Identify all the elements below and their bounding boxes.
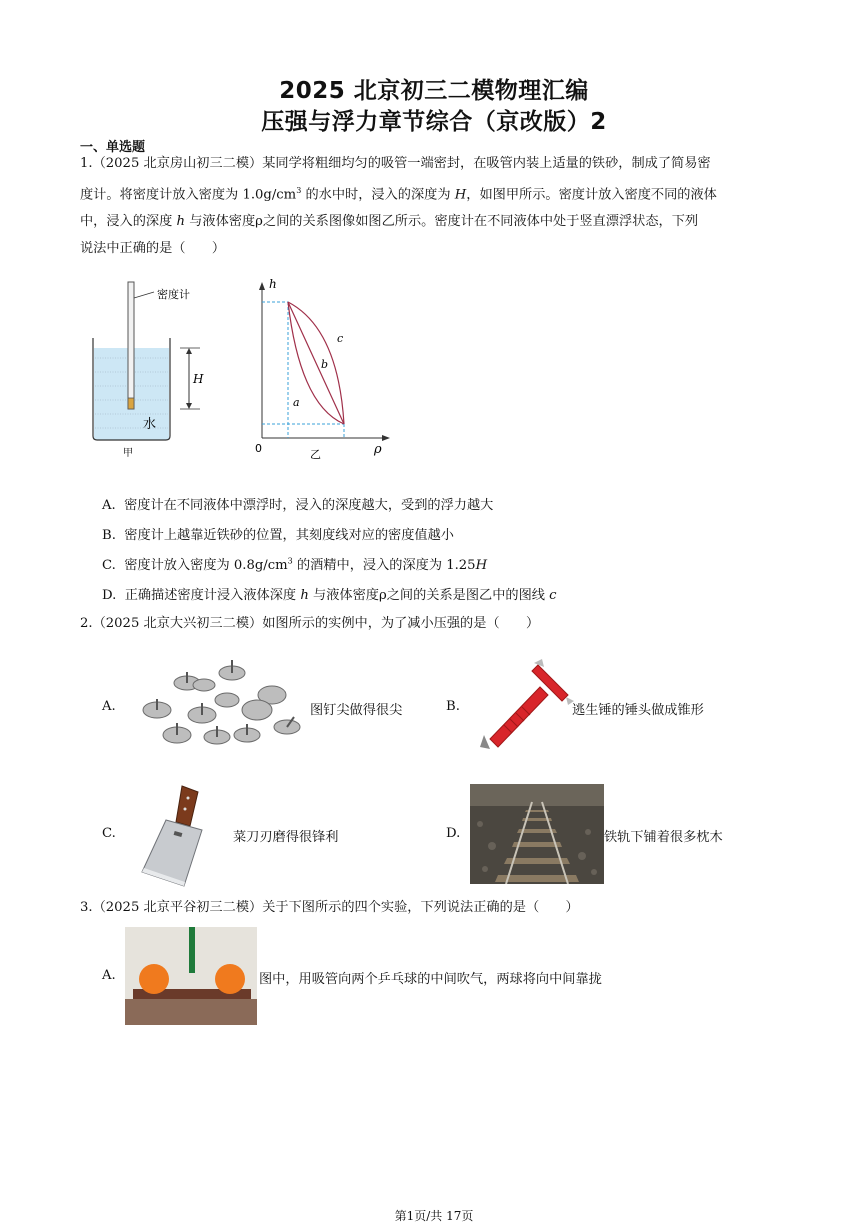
title-line-2: 压强与浮力章节综合（京改版）2 — [261, 109, 607, 135]
curve-b-label: b — [321, 358, 329, 371]
escape-hammer-image — [470, 657, 576, 752]
q2-option-d-key: D. — [446, 826, 461, 841]
graph-figure — [250, 270, 400, 465]
q1-number: 1. — [80, 156, 93, 171]
curve-a-label: a — [293, 396, 300, 409]
q1-text: 说法中正确的是（ ） — [80, 241, 226, 257]
section-heading: 一、单选题 — [80, 140, 146, 155]
q1-option-d: D. 正确描述密度计浸入液体深度 h 与液体密度ρ之间的关系是图乙中的图线 c — [102, 588, 557, 603]
q1-var: h — [176, 214, 186, 230]
axis-h-label: h — [269, 277, 277, 291]
q1-text: 与液体密度ρ之间的关系图像如图乙所示。密度计在不同液体中处于竖直漂浮状态，下列 — [185, 214, 699, 230]
cleaver-image — [140, 782, 228, 890]
q3-option-a-text: 图中，用吸管向两个乒乓球的中间吹气，两球将向中间靠拢 — [259, 972, 602, 987]
q2-option-b-key: B. — [446, 699, 460, 714]
q1-option-b: B. 密度计上越靠近铁砂的位置，其刻度线对应的密度值越小 — [102, 528, 454, 543]
thumbtacks-image — [132, 655, 304, 755]
q2-option-d-text: 铁轨下铺着很多枕木 — [604, 830, 723, 845]
q1-option-c: C. 密度计放入密度为 $0.8g/cm^3$ 的酒精中，浸入的深度为 1.25H — [102, 556, 488, 573]
q1-text: 的水中时，浸入的深度为 — [301, 187, 455, 203]
railway-image — [470, 784, 604, 884]
origin-label: 0 — [255, 442, 262, 455]
ping-pong-image — [125, 927, 257, 1025]
iron-sand — [128, 398, 134, 409]
q1-sup: 3 — [296, 186, 302, 195]
axis-rho-label: ρ — [374, 442, 382, 457]
q2-option-a-text: 图钉尖做得很尖 — [310, 703, 403, 718]
densimeter-figure — [85, 276, 230, 461]
q1-text: ，如图甲所示。密度计放入密度不同的液体 — [466, 187, 717, 203]
q2-option-c-key: C. — [102, 826, 116, 841]
q1-text: 某同学将粗细均匀的吸管一端密封，在吸管内装上适量的铁砂，制成了简易密 — [262, 156, 711, 171]
q1-var: H — [454, 187, 467, 203]
label-yi: 乙 — [310, 448, 321, 461]
label-H: H — [193, 372, 204, 386]
curve-c-label: c — [337, 332, 344, 345]
q1-option-a: A. 密度计在不同液体中漂浮时，浸入的深度越大，受到的浮力越大 — [102, 498, 494, 513]
q2-option-c-text: 菜刀刃磨得很锋利 — [233, 830, 339, 845]
q2-option-b-text: 逃生锤的锤头做成锥形 — [572, 703, 704, 718]
q1-text: 中，浸入的深度 — [80, 214, 177, 230]
title-line-1: 2025 北京初三二模物理汇编 — [279, 78, 589, 104]
q1-source: （2025 北京房山初三二模） — [92, 156, 263, 171]
label-densimeter: 密度计 — [157, 288, 190, 301]
densimeter-tube — [128, 282, 134, 409]
q1-text: 度计。将密度计放入密度为 1.0g/cm — [80, 187, 297, 203]
q3-option-a-key: A. — [102, 968, 116, 983]
question-3: 3.（2025 北京平谷初三二模）关于下图所示的四个实验，下列说法正确的是（ ） — [80, 900, 579, 915]
q2-option-a-key: A. — [102, 699, 116, 714]
question-1 — [80, 150, 792, 262]
question-2: 2.（2025 北京大兴初三二模）如图所示的实例中，为了减小压强的是（ ） — [80, 616, 540, 631]
label-jia: 甲 — [123, 448, 133, 459]
label-water: 水 — [143, 417, 157, 432]
page-footer: 第1页/共 17页 — [394, 1209, 474, 1223]
